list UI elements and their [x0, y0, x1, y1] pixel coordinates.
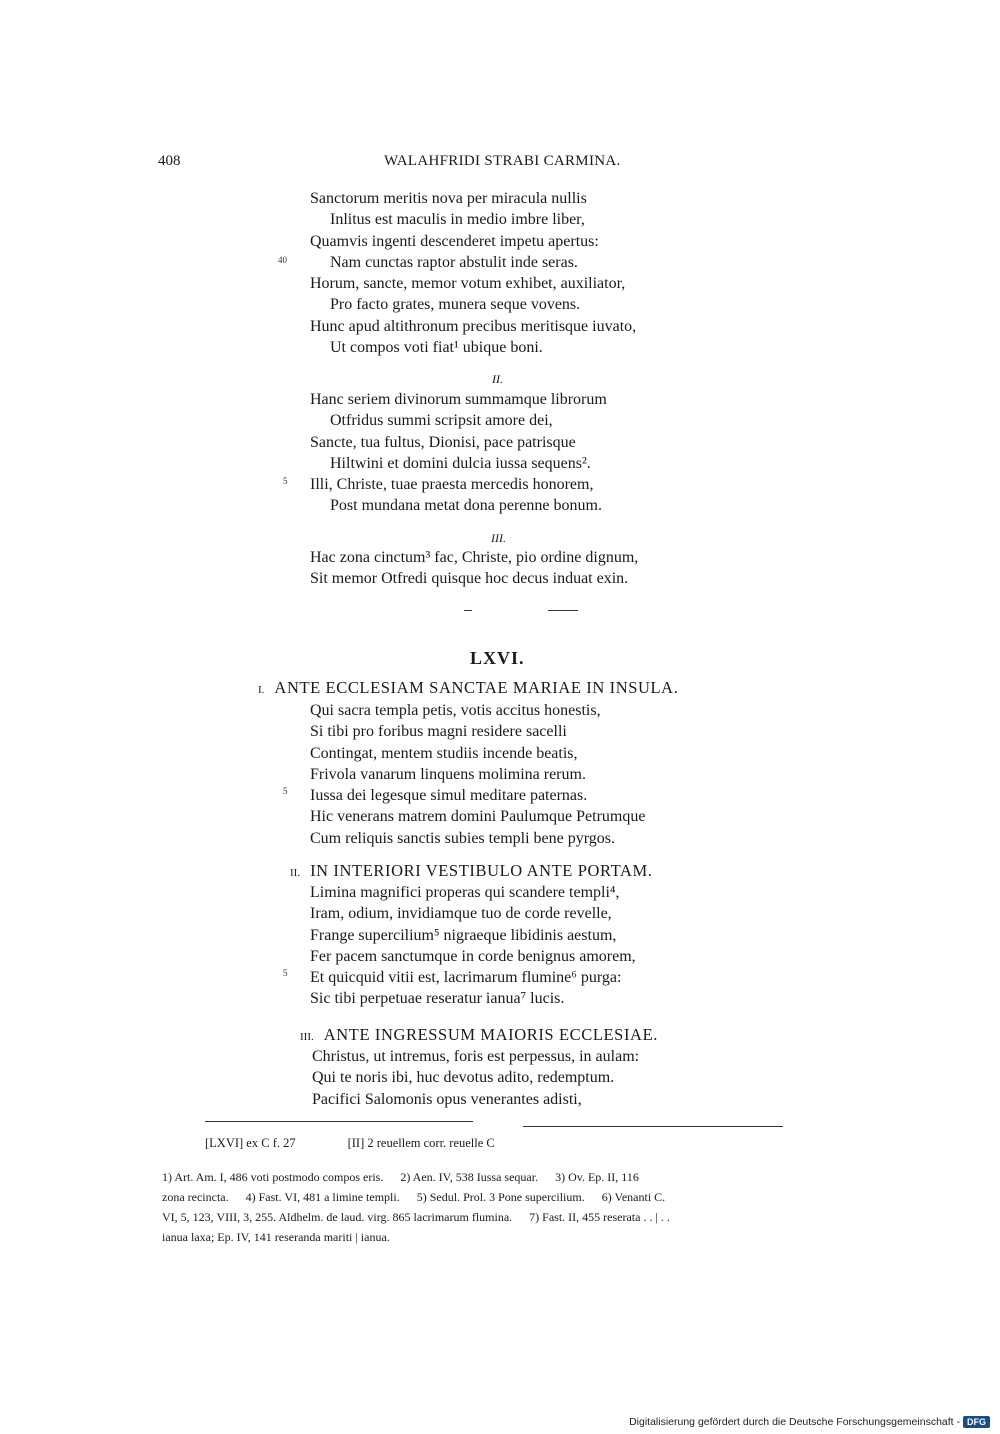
running-title: WALAHFRIDI STRABI CARMINA.: [384, 153, 621, 169]
verse-line: Si tibi pro foribus magni residere sacelli: [310, 723, 567, 741]
footnote: 3) Ov. Ep. II, 116: [555, 1170, 639, 1184]
heading-numeral: III.: [300, 1031, 314, 1043]
heading-part-3: [300, 1025, 658, 1045]
verse-line: Christus, ut intremus, foris est perpessus, in aulam:: [312, 1048, 640, 1065]
verse-block-lxvi-2: [310, 882, 636, 1010]
poem-title: LXVI.: [470, 648, 525, 668]
verse-block-2: [310, 389, 607, 517]
apparatus-entry: [LXVI] ex C f. 27: [205, 1136, 296, 1150]
line-number-5: 5: [283, 476, 288, 486]
verse-line: Hanc seriem divinorum summamque librorum: [310, 391, 607, 408]
verse-line: Hic venerans matrem domini Paulumque Petrumque: [310, 808, 646, 826]
heading-numeral: I.: [258, 684, 265, 696]
digitization-credit: [629, 1416, 990, 1428]
separator-dash: [464, 610, 472, 611]
separator-line: [548, 610, 578, 611]
line-number-40: 40: [278, 255, 287, 265]
verse-block-3: [310, 547, 638, 590]
footnote: VI, 5, 123, VIII, 3, 255. Aldhelm. de laud. virg. 865 lacrimarum flumina.: [162, 1210, 513, 1224]
apparatus-criticus: [205, 1136, 495, 1151]
verse-block-lxvi-3: [312, 1046, 639, 1110]
heading-text: ANTE ECCLESIAM SANCTAE MARIAE IN INSULA.: [274, 678, 679, 697]
verse-line: Otfridus summi scripsit amore dei,: [330, 412, 553, 430]
verse-line: Iussa dei legesque simul meditare paternas.: [310, 787, 588, 805]
verse-line: Nam cunctas raptor abstulit inde seras.: [330, 253, 578, 271]
verse-line: Qui te noris ibi, huc devotus adito, redemptum.: [312, 1069, 615, 1087]
verse-block-lxvi-1: [310, 700, 645, 849]
verse-line: Frivola vanarum linquens molimina rerum.: [310, 765, 586, 783]
verse-line: Sic tibi perpetuae reseratur ianua⁷ lucis.: [310, 990, 565, 1008]
verse-line: Iram, odium, invidiamque tuo de corde revelle,: [310, 905, 612, 923]
footnote: 6) Venanti C.: [601, 1190, 666, 1204]
line-number-5: 5: [283, 786, 288, 796]
page-number: 408: [158, 153, 181, 169]
footnote: 2) Aen. IV, 538 Iussa sequar.: [400, 1170, 539, 1184]
footnote: 1) Art. Am. I, 486 voti postmodo compos eris.: [162, 1170, 384, 1184]
credit-text: Digitalisierung gefördert durch die Deutsche Forschungsgemeinschaft -: [629, 1416, 960, 1428]
verse-line: Limina magnifici properas qui scandere templi⁴,: [310, 884, 620, 901]
heading-part-1: [258, 678, 678, 698]
verse-line: Sancte, tua fultus, Dionisi, pace patrisque: [310, 433, 576, 451]
verse-line: Illi, Christe, tuae praesta mercedis honorem,: [310, 476, 594, 494]
heading-numeral: II.: [290, 867, 301, 879]
verse-line: Horum, sancte, memor votum exhibet, auxiliator,: [310, 275, 626, 293]
line-number-5: 5: [283, 968, 288, 978]
section-label-iii: III.: [491, 531, 506, 545]
footnote: 5) Sedul. Prol. 3 Pone supercilium.: [416, 1190, 585, 1204]
verse-line: Sanctorum meritis nova per miracula nullis: [310, 190, 587, 207]
verse-line: Hac zona cinctum³ fac, Christe, pio ordine dignum,: [310, 549, 639, 566]
verse-line: Et quicquid vitii est, lacrimarum flumine⁶ purga:: [310, 969, 622, 987]
verse-line: Contingat, mentem studiis incende beatis,: [310, 744, 578, 762]
verse-line: Pacifici Salomonis opus venerantes adisti,: [312, 1090, 582, 1108]
apparatus-entry: [II] 2 reuellem corr. reuelle C: [347, 1136, 495, 1150]
footnote: ianua laxa; Ep. IV, 141 reseranda mariti | ianua.: [162, 1230, 390, 1244]
verse-line: Hunc apud altithronum precibus meritisque iuvato,: [310, 317, 637, 335]
verse-line: Frange supercilium⁵ nigraeque libidinis aestum,: [310, 926, 617, 944]
footnote: 7) Fast. II, 455 reserata . . | . .: [529, 1210, 670, 1224]
verse-line: Pro facto grates, munera seque vovens.: [330, 296, 581, 314]
footnote: 4) Fast. VI, 481 a limine templi.: [245, 1190, 400, 1204]
heading-part-2: [290, 861, 653, 881]
verse-line: Sit memor Otfredi quisque hoc decus induat exin.: [310, 570, 629, 588]
section-label-ii: II.: [492, 372, 503, 386]
verse-line: Inlitus est maculis in medio imbre liber,: [330, 211, 585, 229]
verse-line: Fer pacem sanctumque in corde benignus amorem,: [310, 947, 636, 965]
verse-block-1: [310, 188, 636, 358]
verse-line: Quamvis ingenti descenderet impetu apertus:: [310, 232, 599, 250]
heading-text: ANTE INGRESSUM MAIORIS ECCLESIAE.: [323, 1025, 658, 1044]
verse-line: Qui sacra templa petis, votis accitus honestis,: [310, 702, 601, 719]
verse-line: Ut compos voti fiat¹ ubique boni.: [330, 339, 543, 357]
footnotes: [162, 1167, 852, 1247]
footnote: zona recincta.: [162, 1190, 229, 1204]
dfg-logo: DFG: [963, 1416, 990, 1428]
verse-line: Hiltwini et domini dulcia iussa sequens².: [330, 454, 591, 472]
apparatus-rule-right: [523, 1126, 783, 1127]
verse-line: Cum reliquis sanctis subies templi bene pyrgos.: [310, 829, 616, 847]
heading-text: IN INTERIORI VESTIBULO ANTE PORTAM.: [310, 861, 653, 880]
apparatus-rule-left: [205, 1121, 473, 1122]
verse-line: Post mundana metat dona perenne bonum.: [330, 497, 602, 515]
